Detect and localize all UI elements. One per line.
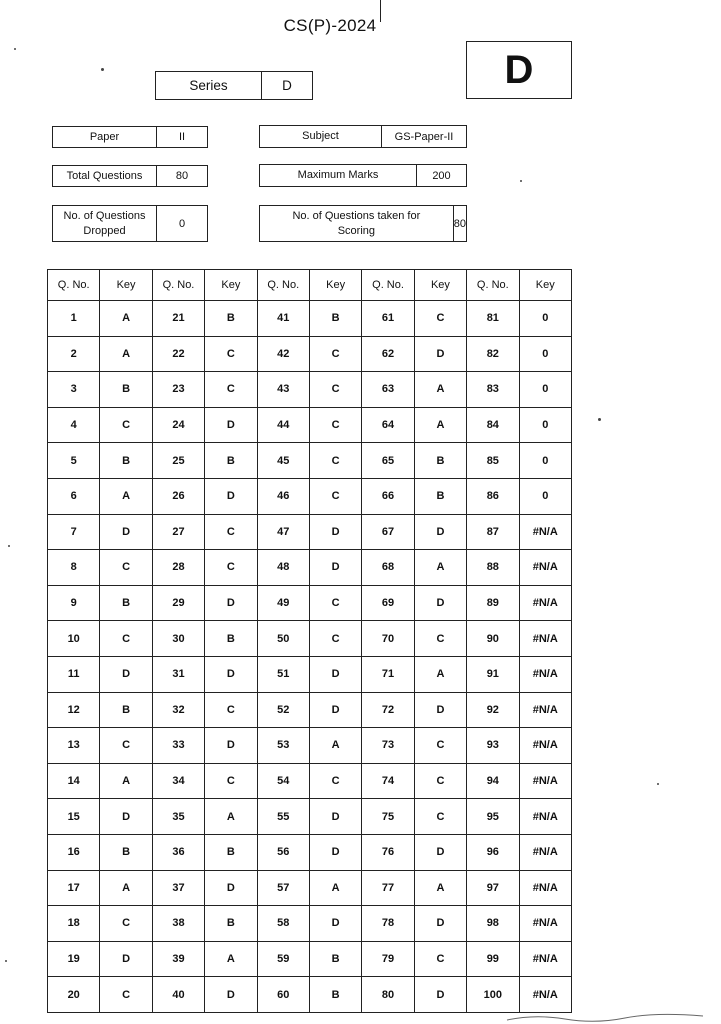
page-title: CS(P)-2024 <box>283 16 377 35</box>
dropped-value: 0 <box>178 217 186 230</box>
answer-key-cell: C <box>100 621 152 657</box>
question-number-cell: 46 <box>257 478 309 514</box>
question-number-cell: 64 <box>362 407 414 443</box>
question-number-cell: 20 <box>48 977 100 1013</box>
series-value: D <box>282 78 292 93</box>
question-number-cell: 54 <box>257 763 309 799</box>
question-number-cell: 84 <box>467 407 519 443</box>
question-number-cell: 6 <box>48 478 100 514</box>
scan-speck <box>8 545 10 547</box>
question-number-cell: 87 <box>467 514 519 550</box>
answer-key-cell: 0 <box>519 443 571 479</box>
question-number-cell: 93 <box>467 728 519 764</box>
question-number-cell: 30 <box>152 621 204 657</box>
question-number-cell: 55 <box>257 799 309 835</box>
answer-key-cell: C <box>309 336 361 372</box>
answer-key-cell: A <box>414 870 466 906</box>
question-number-cell: 59 <box>257 941 309 977</box>
answer-key-cell: #N/A <box>519 585 571 621</box>
question-number-cell: 31 <box>152 656 204 692</box>
question-number-cell: 48 <box>257 550 309 586</box>
answer-key-cell: D <box>414 692 466 728</box>
answer-key-cell: C <box>309 478 361 514</box>
column-header-key: Key <box>519 270 571 301</box>
answer-key-cell: D <box>309 692 361 728</box>
answer-key-cell: C <box>205 550 257 586</box>
subject-value: GS-Paper-II <box>394 130 454 143</box>
answer-key-cell: C <box>309 443 361 479</box>
table-row <box>48 443 572 479</box>
question-number-cell: 100 <box>467 977 519 1013</box>
answer-key-cell: C <box>414 763 466 799</box>
answer-key-cell: C <box>100 977 152 1013</box>
question-number-cell: 16 <box>48 834 100 870</box>
answer-key-cell: #N/A <box>519 514 571 550</box>
question-number-cell: 69 <box>362 585 414 621</box>
question-number-cell: 60 <box>257 977 309 1013</box>
question-number-cell: 81 <box>467 301 519 337</box>
question-number-cell: 90 <box>467 621 519 657</box>
question-number-cell: 53 <box>257 728 309 764</box>
answer-key-cell: D <box>309 514 361 550</box>
answer-key-cell: C <box>414 621 466 657</box>
answer-key-cell: B <box>100 692 152 728</box>
column-header-qno: Q. No. <box>152 270 204 301</box>
question-number-cell: 22 <box>152 336 204 372</box>
question-number-cell: 71 <box>362 656 414 692</box>
answer-key-cell: A <box>100 763 152 799</box>
question-number-cell: 27 <box>152 514 204 550</box>
question-number-cell: 96 <box>467 834 519 870</box>
question-number-cell: 9 <box>48 585 100 621</box>
paper-value: II <box>178 131 186 143</box>
question-number-cell: 28 <box>152 550 204 586</box>
question-number-cell: 83 <box>467 372 519 408</box>
answer-key-cell: C <box>309 407 361 443</box>
answer-key-cell: B <box>205 834 257 870</box>
question-number-cell: 74 <box>362 763 414 799</box>
answer-key-cell: #N/A <box>519 906 571 942</box>
answer-key-cell: B <box>309 977 361 1013</box>
question-number-cell: 68 <box>362 550 414 586</box>
answer-key-cell: C <box>205 692 257 728</box>
subject-box <box>259 125 467 148</box>
answer-key-header <box>48 270 572 301</box>
answer-key-cell: B <box>414 478 466 514</box>
answer-key-cell: A <box>100 301 152 337</box>
question-number-cell: 99 <box>467 941 519 977</box>
answer-key-cell: B <box>309 301 361 337</box>
scan-speck <box>14 48 16 50</box>
question-number-cell: 21 <box>152 301 204 337</box>
answer-key-cell: 0 <box>519 478 571 514</box>
question-number-cell: 62 <box>362 336 414 372</box>
question-number-cell: 85 <box>467 443 519 479</box>
answer-key-cell: #N/A <box>519 621 571 657</box>
question-number-cell: 73 <box>362 728 414 764</box>
table-row <box>48 799 572 835</box>
answer-key-cell: D <box>414 906 466 942</box>
table-row <box>48 728 572 764</box>
question-number-cell: 14 <box>48 763 100 799</box>
answer-key-cell: C <box>205 372 257 408</box>
table-row <box>48 692 572 728</box>
question-number-cell: 75 <box>362 799 414 835</box>
question-number-cell: 11 <box>48 656 100 692</box>
question-number-cell: 45 <box>257 443 309 479</box>
answer-key-cell: #N/A <box>519 834 571 870</box>
scoring-box <box>259 205 467 242</box>
answer-key-body <box>48 301 572 1013</box>
question-number-cell: 50 <box>257 621 309 657</box>
question-number-cell: 78 <box>362 906 414 942</box>
column-header-qno: Q. No. <box>362 270 414 301</box>
question-number-cell: 94 <box>467 763 519 799</box>
question-number-cell: 1 <box>48 301 100 337</box>
question-number-cell: 88 <box>467 550 519 586</box>
answer-key-cell: C <box>205 763 257 799</box>
question-number-cell: 56 <box>257 834 309 870</box>
dropped-label: No. of Questions Dropped <box>53 206 157 241</box>
answer-key-cell: D <box>309 906 361 942</box>
answer-key-cell: D <box>205 407 257 443</box>
question-number-cell: 4 <box>48 407 100 443</box>
table-row <box>48 372 572 408</box>
series-letter-box <box>466 41 572 99</box>
question-number-cell: 34 <box>152 763 204 799</box>
table-row <box>48 621 572 657</box>
maximum-marks-box <box>259 164 467 187</box>
question-number-cell: 40 <box>152 977 204 1013</box>
answer-key-cell: #N/A <box>519 656 571 692</box>
question-number-cell: 72 <box>362 692 414 728</box>
answer-key-cell: A <box>309 870 361 906</box>
question-number-cell: 38 <box>152 906 204 942</box>
question-number-cell: 26 <box>152 478 204 514</box>
answer-key-cell: D <box>100 941 152 977</box>
answer-key-cell: C <box>309 372 361 408</box>
column-header-key: Key <box>309 270 361 301</box>
table-row <box>48 870 572 906</box>
answer-key-cell: D <box>309 799 361 835</box>
answer-key-cell: 0 <box>519 407 571 443</box>
question-number-cell: 58 <box>257 906 309 942</box>
question-number-cell: 49 <box>257 585 309 621</box>
question-number-cell: 5 <box>48 443 100 479</box>
table-row <box>48 407 572 443</box>
answer-key-cell: D <box>205 870 257 906</box>
answer-key-cell: C <box>414 728 466 764</box>
question-number-cell: 57 <box>257 870 309 906</box>
question-number-cell: 97 <box>467 870 519 906</box>
question-number-cell: 76 <box>362 834 414 870</box>
scan-speck <box>657 783 659 785</box>
answer-key-cell: #N/A <box>519 941 571 977</box>
answer-key-cell: D <box>309 550 361 586</box>
answer-key-cell: A <box>100 478 152 514</box>
question-number-cell: 86 <box>467 478 519 514</box>
column-header-key: Key <box>414 270 466 301</box>
scan-speck <box>5 960 7 962</box>
question-number-cell: 43 <box>257 372 309 408</box>
question-number-cell: 92 <box>467 692 519 728</box>
question-number-cell: 25 <box>152 443 204 479</box>
answer-key-cell: D <box>205 656 257 692</box>
answer-key-cell: C <box>100 407 152 443</box>
total-questions-value: 80 <box>175 170 189 182</box>
series-letter: D <box>504 47 534 92</box>
answer-key-cell: B <box>100 834 152 870</box>
answer-key-cell: C <box>414 799 466 835</box>
table-row <box>48 941 572 977</box>
question-number-cell: 7 <box>48 514 100 550</box>
series-box <box>155 71 313 100</box>
column-header-qno: Q. No. <box>48 270 100 301</box>
column-header-key: Key <box>100 270 152 301</box>
question-number-cell: 36 <box>152 834 204 870</box>
question-number-cell: 70 <box>362 621 414 657</box>
scoring-value: 80 <box>453 217 466 230</box>
scan-speck <box>598 418 601 421</box>
answer-key-table <box>47 269 572 1013</box>
question-number-cell: 63 <box>362 372 414 408</box>
question-number-cell: 24 <box>152 407 204 443</box>
answer-key-cell: A <box>205 941 257 977</box>
answer-key-cell: D <box>414 336 466 372</box>
answer-key-cell: #N/A <box>519 799 571 835</box>
answer-key-cell: C <box>309 585 361 621</box>
question-number-cell: 91 <box>467 656 519 692</box>
question-number-cell: 39 <box>152 941 204 977</box>
question-number-cell: 42 <box>257 336 309 372</box>
answer-key-cell: A <box>414 407 466 443</box>
table-row <box>48 550 572 586</box>
answer-key-cell: #N/A <box>519 977 571 1013</box>
question-number-cell: 61 <box>362 301 414 337</box>
table-row <box>48 656 572 692</box>
question-number-cell: 29 <box>152 585 204 621</box>
question-number-cell: 8 <box>48 550 100 586</box>
column-header-qno: Q. No. <box>467 270 519 301</box>
answer-key-cell: 0 <box>519 372 571 408</box>
answer-key-cell: C <box>100 728 152 764</box>
answer-key-cell: B <box>205 443 257 479</box>
series-label: Series <box>156 72 262 99</box>
question-number-cell: 82 <box>467 336 519 372</box>
question-number-cell: 19 <box>48 941 100 977</box>
table-row <box>48 834 572 870</box>
table-row <box>48 977 572 1013</box>
answer-key-cell: #N/A <box>519 728 571 764</box>
question-number-cell: 3 <box>48 372 100 408</box>
answer-key-cell: B <box>100 585 152 621</box>
table-row <box>48 478 572 514</box>
answer-key-cell: D <box>414 514 466 550</box>
question-number-cell: 10 <box>48 621 100 657</box>
question-number-cell: 47 <box>257 514 309 550</box>
answer-key-cell: C <box>309 763 361 799</box>
question-number-cell: 67 <box>362 514 414 550</box>
answer-key-cell: D <box>414 585 466 621</box>
header-divider <box>380 0 381 22</box>
question-number-cell: 32 <box>152 692 204 728</box>
subject-label: Subject <box>260 126 382 147</box>
table-row <box>48 514 572 550</box>
answer-key-cell: D <box>205 728 257 764</box>
answer-key-cell: D <box>205 585 257 621</box>
scan-speck <box>520 180 522 182</box>
answer-key-cell: D <box>205 977 257 1013</box>
maximum-marks-value: 200 <box>432 169 451 182</box>
answer-key-cell: 0 <box>519 336 571 372</box>
table-row <box>48 906 572 942</box>
question-number-cell: 23 <box>152 372 204 408</box>
total-questions-box <box>52 165 208 187</box>
answer-key-cell: D <box>414 834 466 870</box>
question-number-cell: 44 <box>257 407 309 443</box>
question-number-cell: 18 <box>48 906 100 942</box>
answer-key-cell: C <box>309 621 361 657</box>
answer-key-cell: A <box>414 656 466 692</box>
answer-key-cell: D <box>100 656 152 692</box>
question-number-cell: 17 <box>48 870 100 906</box>
header-row <box>48 270 572 301</box>
answer-key-cell: B <box>205 301 257 337</box>
answer-key-cell: B <box>205 621 257 657</box>
answer-key-cell: B <box>100 443 152 479</box>
answer-key-cell: #N/A <box>519 692 571 728</box>
answer-key-cell: #N/A <box>519 763 571 799</box>
scoring-label: No. of Questions taken for Scoring <box>260 206 454 241</box>
answer-key-cell: B <box>205 906 257 942</box>
column-header-qno: Q. No. <box>257 270 309 301</box>
question-number-cell: 37 <box>152 870 204 906</box>
paper-box <box>52 126 208 148</box>
question-number-cell: 65 <box>362 443 414 479</box>
question-number-cell: 51 <box>257 656 309 692</box>
answer-key-cell: C <box>100 906 152 942</box>
answer-key-cell: C <box>100 550 152 586</box>
question-number-cell: 89 <box>467 585 519 621</box>
question-number-cell: 12 <box>48 692 100 728</box>
answer-key-cell: D <box>100 799 152 835</box>
answer-key-cell: A <box>414 372 466 408</box>
question-number-cell: 41 <box>257 301 309 337</box>
answer-key-cell: D <box>100 514 152 550</box>
total-questions-label: Total Questions <box>53 166 157 186</box>
scan-scribble <box>505 1012 705 1024</box>
table-row <box>48 301 572 337</box>
question-number-cell: 33 <box>152 728 204 764</box>
question-number-cell: 35 <box>152 799 204 835</box>
dropped-box <box>52 205 208 242</box>
answer-key-cell: D <box>205 478 257 514</box>
question-number-cell: 98 <box>467 906 519 942</box>
answer-key-cell: C <box>205 514 257 550</box>
answer-key-cell: D <box>309 656 361 692</box>
table-row <box>48 585 572 621</box>
maximum-marks-label: Maximum Marks <box>260 165 417 186</box>
table-row <box>48 336 572 372</box>
question-number-cell: 13 <box>48 728 100 764</box>
question-number-cell: 2 <box>48 336 100 372</box>
answer-key-cell: B <box>100 372 152 408</box>
question-number-cell: 79 <box>362 941 414 977</box>
question-number-cell: 52 <box>257 692 309 728</box>
answer-key-cell: A <box>414 550 466 586</box>
answer-key-cell: C <box>205 336 257 372</box>
answer-key-cell: #N/A <box>519 550 571 586</box>
answer-key-cell: A <box>100 336 152 372</box>
scan-speck <box>101 68 104 71</box>
answer-key-cell: B <box>309 941 361 977</box>
answer-key-cell: D <box>309 834 361 870</box>
answer-key-cell: #N/A <box>519 870 571 906</box>
answer-key-cell: 0 <box>519 301 571 337</box>
answer-key-cell: C <box>414 301 466 337</box>
paper-label: Paper <box>53 127 157 147</box>
answer-key-cell: A <box>309 728 361 764</box>
answer-key-cell: D <box>414 977 466 1013</box>
answer-key-cell: C <box>414 941 466 977</box>
question-number-cell: 66 <box>362 478 414 514</box>
column-header-key: Key <box>205 270 257 301</box>
answer-key-cell: B <box>414 443 466 479</box>
question-number-cell: 80 <box>362 977 414 1013</box>
answer-key-cell: A <box>100 870 152 906</box>
answer-key-cell: A <box>205 799 257 835</box>
question-number-cell: 15 <box>48 799 100 835</box>
table-row <box>48 763 572 799</box>
question-number-cell: 77 <box>362 870 414 906</box>
question-number-cell: 95 <box>467 799 519 835</box>
